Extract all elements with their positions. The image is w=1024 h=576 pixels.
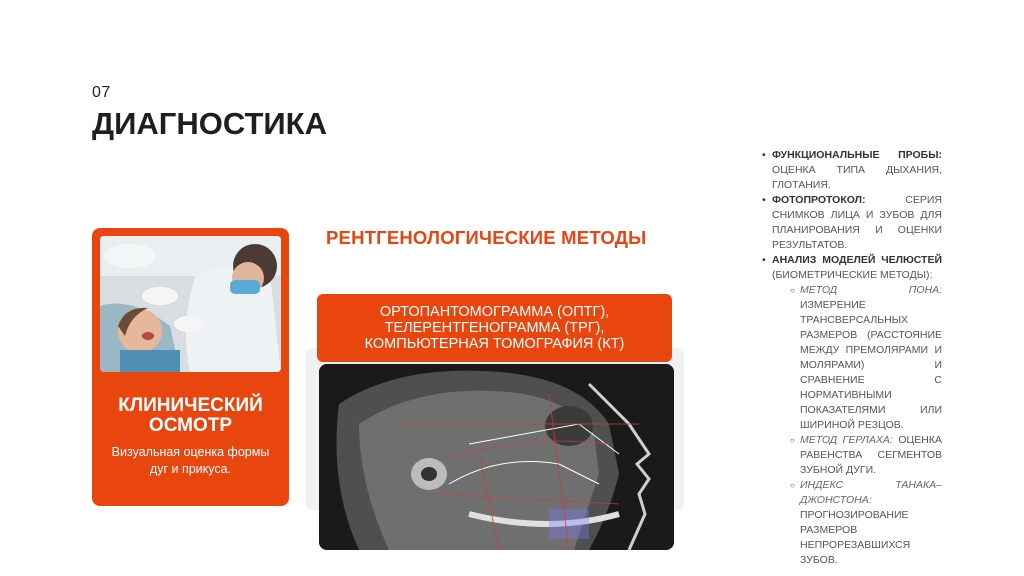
dentist-photo-icon xyxy=(100,236,281,372)
list-item xyxy=(762,193,942,253)
sub-list-item-text: ПРОГНОЗИРОВАНИЕ РАЗМЕРОВ НЕПРОРЕЗАВШИХСЯ ЗУБОВ. xyxy=(800,509,911,566)
xray-method-item: ОРТОПАНТОМОГРАММА (ОПТГ), xyxy=(379,304,610,320)
sub-list-item xyxy=(790,283,942,433)
clinical-exam-title-line1: КЛИНИЧЕСКИЙ xyxy=(118,395,263,416)
cephalometric-xray-icon xyxy=(319,364,674,550)
sub-list-item xyxy=(790,433,942,478)
clinical-exam-desc-line2: дуг и прикуса. xyxy=(149,462,232,476)
clinical-exam-title-line2: ОСМОТР xyxy=(148,415,233,436)
xray-methods-box xyxy=(317,294,672,362)
clinical-exam-desc-line1: Визуальная оценка формы xyxy=(111,445,270,459)
clinical-exam-card xyxy=(92,228,289,506)
sub-list-item-term: МЕТОД ПОНА: xyxy=(800,284,942,296)
list-item-text: ОЦЕНКА ТИПА ДЫХАНИЯ, ГЛОТАНИЯ. xyxy=(772,164,942,191)
sub-list-item-term: МЕТОД ГЕРЛАХА: xyxy=(800,434,893,446)
list-item-term: ФОТОПРОТОКОЛ: xyxy=(772,194,866,206)
clinical-exam-title xyxy=(92,396,289,436)
xray-method-item: КОМПЬЮТЕРНАЯ ТОМОГРАФИЯ (КТ) xyxy=(364,336,625,352)
clinical-exam-description xyxy=(104,444,277,478)
sub-list-item xyxy=(790,478,942,568)
biometric-methods-list xyxy=(772,283,942,568)
list-item xyxy=(762,148,942,193)
list-item-text: (БИОМЕТРИЧЕСКИЕ МЕТОДЫ): xyxy=(772,269,933,281)
xray-method-item: ТЕЛЕРЕНТГЕНОГРАММА (ТРГ), xyxy=(384,320,605,336)
diagnostics-list xyxy=(762,148,942,568)
list-item-term: ФУНКЦИОНАЛЬНЫЕ ПРОБЫ: xyxy=(772,149,942,161)
list-item xyxy=(762,253,942,568)
sub-list-item-term: ИНДЕКС ТАНАКА–ДЖОНСТОНА: xyxy=(800,479,942,506)
sub-list-item-text: ОЦЕНКА РАВЕНСТВА СЕГМЕНТОВ ЗУБНОЙ ДУГИ. xyxy=(800,434,942,476)
sub-list-item-text: ИЗМЕРЕНИЕ ТРАНСВЕРСАЛЬНЫХ РАЗМЕРОВ (РАССТОЯНИЕ МЕЖДУ ПРЕМОЛЯРАМИ И МОЛЯРАМИ) И СРАВНЕНИЕ С НОРМАТИВНЫМИ ПОКАЗАТЕЛЯМИ ИЛИ ШИРИНОЙ РЕЗЦОВ. xyxy=(800,299,942,431)
slide-title: ДИАГНОСТИКА xyxy=(92,106,327,141)
list-item-term: АНАЛИЗ МОДЕЛЕЙ ЧЕЛЮСТЕЙ xyxy=(772,254,942,266)
slide-number: 07 xyxy=(92,84,111,101)
xray-methods-title: РЕНТГЕНОЛОГИЧЕСКИЕ МЕТОДЫ xyxy=(326,227,647,248)
list-item-text: СЕРИЯ СНИМКОВ ЛИЦА И ЗУБОВ ДЛЯ ПЛАНИРОВАНИЯ И ОЦЕНКИ РЕЗУЛЬТАТОВ. xyxy=(772,194,942,251)
